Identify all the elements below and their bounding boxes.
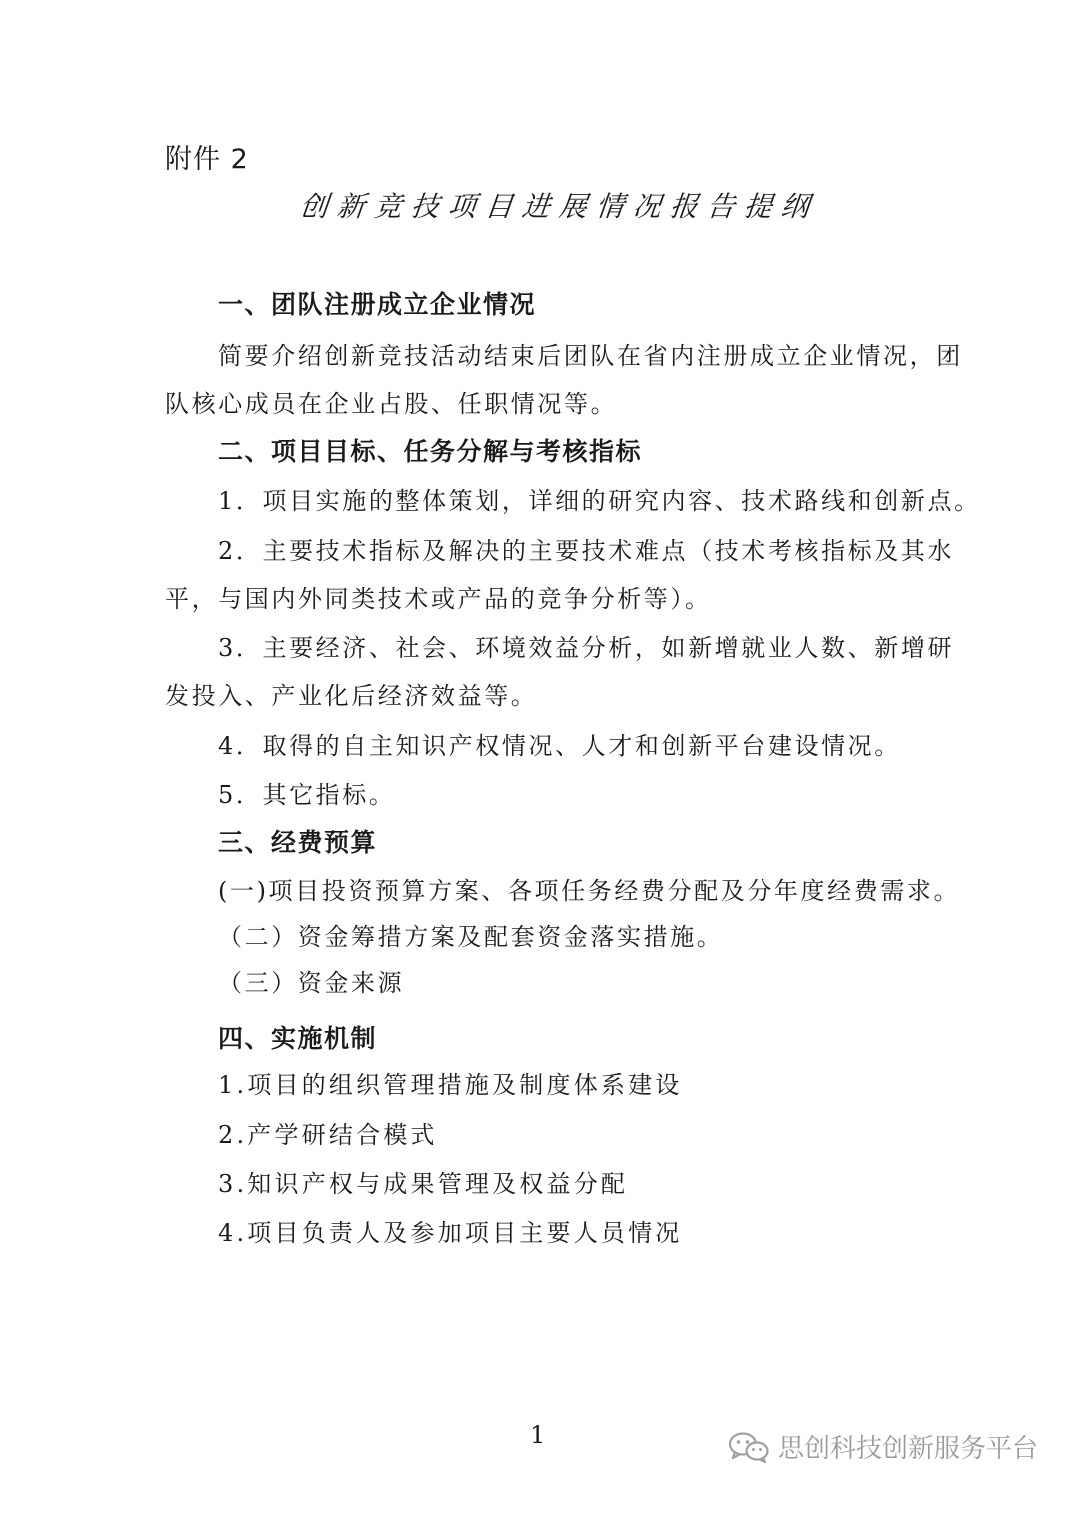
list-item: (一)项目投资预算方案、各项任务经费分配及分年度经费需求。: [218, 877, 961, 905]
paragraph-line: 简要介绍创新竞技活动结束后团队在省内注册成立企业情况，团: [218, 342, 963, 370]
list-item: 4.项目负责人及参加项目主要人员情况: [218, 1219, 683, 1247]
attachment-label: 附件 2: [165, 144, 249, 175]
section-heading-3: 三、经费预算: [218, 828, 378, 857]
list-item: 2.产学研结合模式: [218, 1121, 438, 1149]
list-item: （三）资金来源: [218, 969, 405, 997]
paragraph-line: 队核心成员在企业占股、任职情况等。: [165, 390, 618, 418]
list-item: 1.项目的组织管理措施及制度体系建设: [218, 1071, 683, 1099]
watermark: [728, 1428, 1038, 1465]
list-item: 3.知识产权与成果管理及权益分配: [218, 1170, 629, 1198]
watermark-text: 思创科技创新服务平台: [778, 1434, 1039, 1464]
document-title: 创新竞技项目进展情况报告提纲: [298, 190, 820, 223]
list-item: 1．项目实施的整体策划，详细的研究内容、技术路线和创新点。: [218, 487, 981, 515]
section-heading-1: 一、团队注册成立企业情况: [218, 290, 537, 319]
list-item: 4．取得的自主知识产权情况、人才和创新平台建设情况。: [218, 732, 901, 760]
list-item-continuation: 平，与国内外同类技术或产品的竞争分析等）。: [165, 585, 712, 613]
list-item-continuation: 发投入、产业化后经济效益等。: [165, 682, 538, 710]
list-item: 3．主要经济、社会、环境效益分析，如新增就业人数、新增研: [218, 634, 955, 662]
wechat-icon: [728, 1431, 770, 1463]
list-item: 5．其它指标。: [218, 781, 396, 809]
section-heading-2: 二、项目目标、任务分解与考核指标: [218, 437, 643, 466]
list-item: （二）资金筹措方案及配套资金落实措施。: [218, 923, 724, 951]
page-number: 1: [530, 1421, 546, 1449]
list-item: 2．主要技术指标及解决的主要技术难点（技术考核指标及其水: [218, 537, 955, 565]
section-heading-4: 四、实施机制: [218, 1024, 378, 1053]
